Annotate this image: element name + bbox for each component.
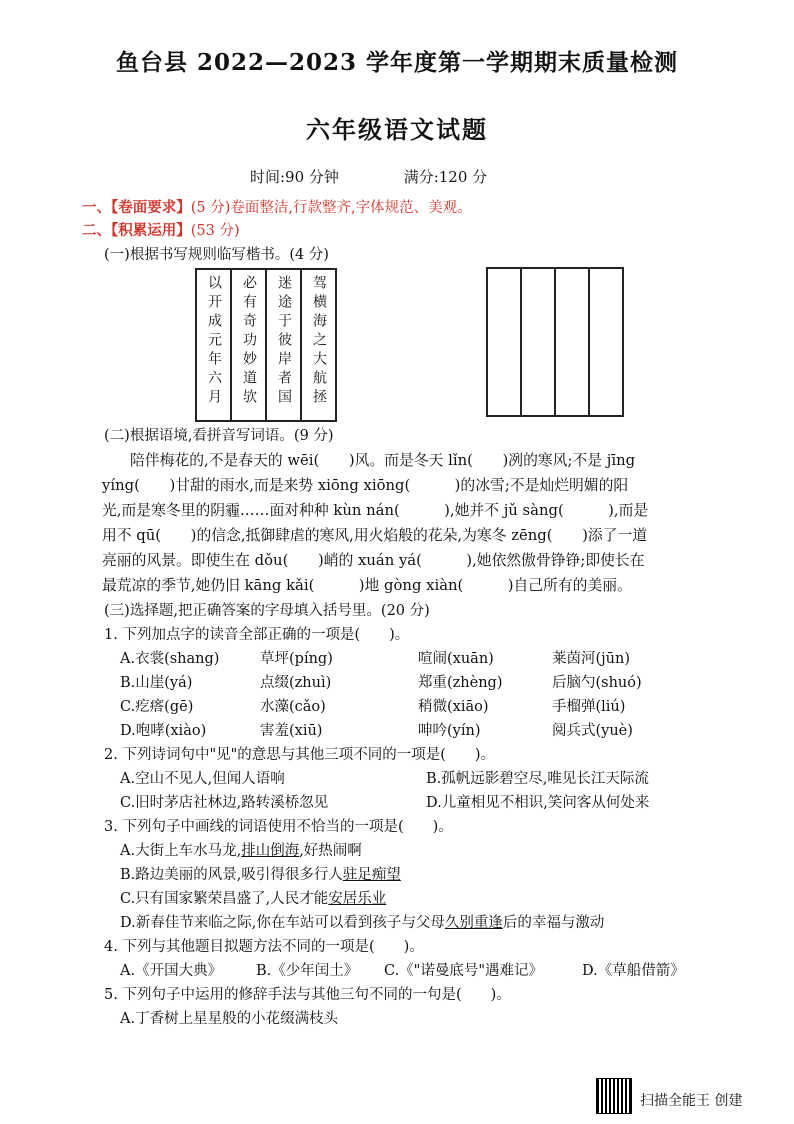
q1-stem: 1. 下列加点字的读音全部正确的一项是( )。	[104, 627, 410, 643]
q3-option-b	[120, 863, 401, 884]
q1-option: B.山崖(yá)	[120, 675, 193, 691]
q3-text: C.只有国家繁荣昌盛了,人民才能	[120, 891, 329, 907]
q5-stem: 5. 下列句子中运用的修辞手法与其他三句不同的一句是( )。	[104, 987, 511, 1003]
q1-option: 呻吟(yín)	[418, 723, 481, 739]
section-2-text: (53 分)	[190, 223, 240, 239]
part3-heading: (三)选择题,把正确答案的字母填入括号里。(20 分)	[104, 603, 430, 619]
q1-option: 水藻(cǎo)	[260, 699, 326, 715]
q3-text: B.路边美丽的风景,吸引得很多行人	[120, 867, 343, 883]
exam-time: 时间:90 分钟	[250, 168, 339, 186]
q3-text: D.新春佳节来临之际,你在车站可以看到孩子与父母	[120, 915, 445, 931]
q2-option-b: B.孤帆远影碧空尽,唯见长江天际流	[426, 771, 649, 787]
model-column-text: 迷途于彼岸者国	[276, 275, 292, 408]
q1-option: 害羞(xiū)	[260, 723, 323, 739]
writing-cell[interactable]	[487, 268, 521, 416]
section-1-text: (5 分)卷面整洁,行款整齐,字体规范、美观。	[190, 200, 472, 216]
q3-text: 后的幸福与激动	[502, 915, 605, 931]
model-column-text: 必有奇功妙道欤	[241, 275, 257, 408]
qr-code-icon	[596, 1078, 632, 1114]
model-column	[266, 269, 301, 421]
exam-subtitle: 六年级语文试题	[306, 115, 488, 144]
part1-heading: (一)根据书写规则临写楷书。(4 分)	[104, 247, 329, 263]
q1-option: 喧闹(xuān)	[418, 651, 494, 667]
pinyin-line: 最荒凉的季节,她仍旧 kāng kǎi( )地 gòng xiàn( )自己所有的美丽。	[102, 577, 632, 594]
copy-model-table	[195, 268, 337, 422]
writing-cell[interactable]	[589, 268, 623, 416]
q3-underlined-word: 久别重逢	[444, 915, 503, 931]
q1-option: D.咆哮(xiào)	[120, 723, 207, 739]
q1-option: 草坪(píng)	[260, 651, 333, 667]
q2-option-a: A.空山不见人,但闻人语响	[120, 771, 285, 787]
pinyin-line: yíng( )甘甜的雨水,而是来势 xiōng xiōng( )的冰雪;不是灿烂明媚的阳	[102, 477, 629, 494]
section-2	[82, 219, 240, 240]
q4-stem: 4. 下列与其他题目拟题方法不同的一项是( )。	[104, 939, 424, 955]
q1-option: 后脑勺(shuó)	[552, 675, 642, 691]
q5-option-a: A.丁香树上星星般的小花缀满枝头	[120, 1011, 339, 1027]
pinyin-line: 用不 qū( )的信念,抵御肆虐的寒风,用火焰般的花朵,为寒冬 zēng( )添了一道	[102, 527, 648, 544]
q3-text: ,好热闹啊	[299, 843, 362, 859]
q1-option: 莱茵河(jūn)	[552, 651, 630, 667]
q3-underlined-word: 安居乐业	[328, 891, 387, 907]
q1-option: 手榴弹(liú)	[552, 699, 626, 715]
q1-option: 稍微(xiāo)	[418, 699, 489, 715]
q3-underlined-word: 驻足痴望	[342, 867, 401, 883]
model-column	[231, 269, 266, 421]
part2-heading: (二)根据语境,看拼音写词语。(9 分)	[104, 428, 334, 444]
q3-option-c	[120, 887, 386, 908]
exam-title: 鱼台县 2022—2023 学年度第一学期期末质量检测	[115, 49, 679, 76]
q2-option-c: C.旧时茅店社林边,路转溪桥忽见	[120, 795, 329, 811]
writing-cell[interactable]	[555, 268, 589, 416]
q3-underlined-word: 排山倒海	[241, 843, 300, 859]
exam-meta	[250, 166, 487, 187]
exam-score: 满分:120 分	[403, 168, 488, 186]
pinyin-line: 光,而是寒冬里的阴霾……面对种种 kùn nán( ),她并不 jǔ sàng( ),而是	[102, 502, 649, 519]
model-column-text: 以开成元年六月	[206, 275, 222, 408]
scanner-watermark: 扫描全能王 创建	[640, 1093, 743, 1109]
q4-option-c: C.《"诺曼底号"遇难记》	[384, 963, 544, 979]
q3-option-a	[120, 839, 362, 860]
model-column	[301, 269, 336, 421]
q1-option: A.衣裳(shang)	[120, 651, 220, 667]
q1-option: C.疙瘩(gē)	[120, 699, 194, 715]
q4-option-b: B.《少年闰土》	[256, 963, 359, 979]
q2-stem: 2. 下列诗词句中"见"的意思与其他三项不同的一项是( )。	[104, 747, 496, 763]
q2-option-d: D.儿童相见不相识,笑问客从何处来	[426, 795, 650, 811]
section-1-label: 一、【卷面要求】	[82, 199, 191, 216]
q3-text: A.大街上车水马龙,	[120, 843, 242, 859]
q1-option: 阅兵式(yuè)	[552, 723, 633, 739]
writing-grid	[486, 267, 624, 417]
pinyin-line: 陪伴梅花的,不是春天的 wēi( )风。而是冬天 lǐn( )冽的寒风;不是 jīng	[130, 452, 636, 469]
q1-option: 点缀(zhuì)	[260, 675, 332, 691]
section-2-label: 二、【积累运用】	[82, 222, 191, 239]
q4-option-a: A.《开国大典》	[120, 963, 223, 979]
model-column-text: 驾横海之大航拯	[311, 275, 327, 408]
model-column	[196, 269, 231, 421]
pinyin-line: 亮丽的风景。即使生在 dǒu( )峭的 xuán yá( ),她依然傲骨铮铮;即使长在	[102, 552, 645, 569]
section-1	[82, 196, 472, 217]
q4-option-d: D.《草船借箭》	[582, 963, 685, 979]
q1-option: 郑重(zhèng)	[418, 675, 503, 691]
q3-stem: 3. 下列句子中画线的词语使用不恰当的一项是( )。	[104, 819, 453, 835]
writing-cell[interactable]	[521, 268, 555, 416]
q3-option-d	[120, 911, 604, 932]
